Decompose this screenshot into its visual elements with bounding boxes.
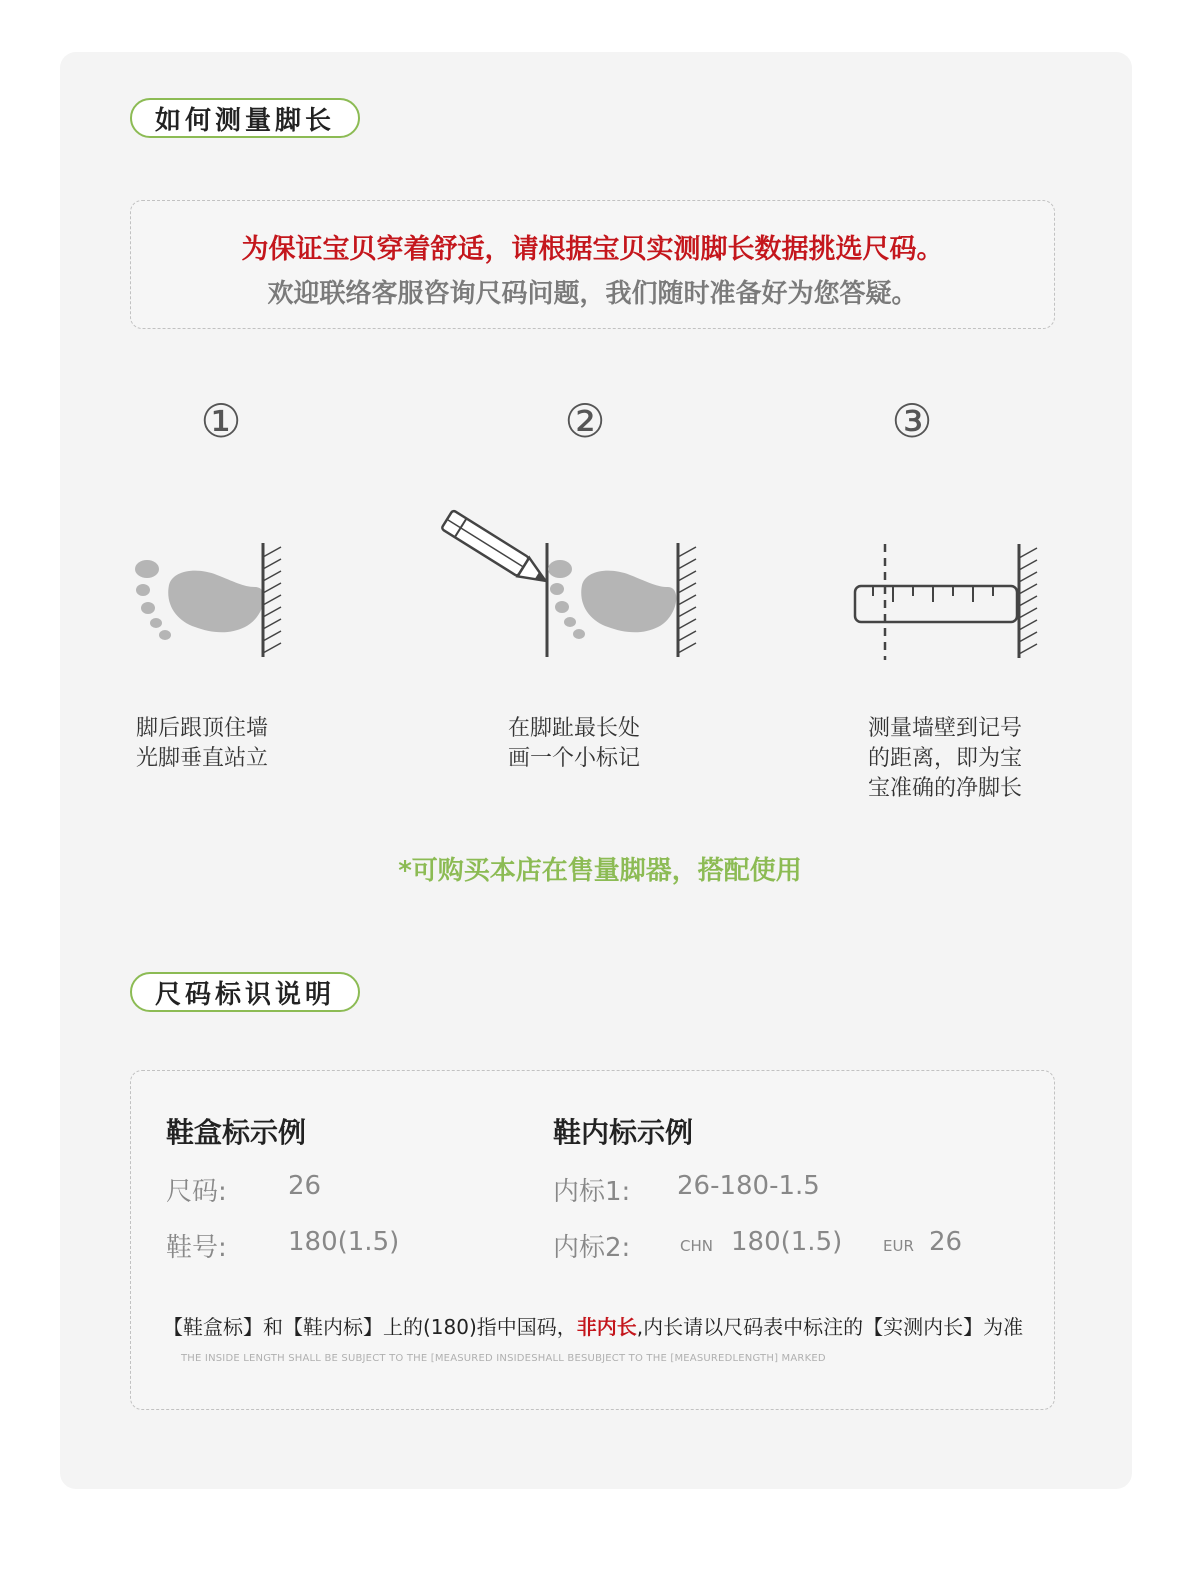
ruler-icon (845, 540, 1045, 665)
shoebox-shoe-no-value: 180(1.5) (288, 1227, 400, 1257)
step-1-line-1: 脚后跟顶住墙 (136, 716, 269, 741)
section-title-label: 如何测量脚长 (154, 105, 335, 136)
inner-label-title: 鞋内标示例 (553, 1116, 694, 1149)
eur-value: 26 (929, 1227, 963, 1257)
size-note (163, 1311, 1023, 1340)
notice-line-secondary: 欢迎联络客服咨询尺码问题，我们随时准备好为您答疑。 (267, 279, 918, 309)
section-title-label: 尺码标识说明 (154, 979, 335, 1010)
purchase-note: *可购买本店在售量脚器，搭配使用 (398, 856, 802, 886)
inner-label-1-value: 26-180-1.5 (677, 1171, 820, 1201)
step-3-line-3: 宝准确的净脚长 (868, 776, 1023, 801)
step-1-number: ① (200, 394, 242, 448)
eur-tag: EUR (883, 1237, 914, 1255)
step-3-number: ③ (891, 394, 933, 448)
step-1-line-2: 光脚垂直站立 (136, 746, 269, 771)
step-1-text (136, 714, 268, 774)
step-2-number: ② (564, 394, 606, 448)
step-3-line-1: 测量墙壁到记号 (868, 716, 1023, 741)
chn-value: 180(1.5) (731, 1227, 843, 1257)
notice-box (130, 200, 1055, 329)
step-2-text (508, 714, 640, 774)
pencil-mark-icon (430, 505, 705, 665)
chn-tag: CHN (680, 1237, 713, 1255)
size-note-part-2: ,内长请以尺码表中标注的【实测内长】为准 (636, 1315, 1024, 1339)
step-3-line-2: 的距离，即为宝 (868, 746, 1023, 771)
step-2-line-2: 画一个小标记 (508, 746, 641, 771)
inner-label-1-label: 内标1: (553, 1177, 631, 1207)
size-note-english: THE INSIDE LENGTH SHALL BE SUBJECT TO THE [MEASURED INSIDESHALL BESUBJECT TO THE [MEASUREDLENGTH] MARKED (181, 1353, 826, 1364)
notice-line-primary: 为保证宝贝穿着舒适，请根据宝贝实测脚长数据挑选尺码。 (241, 234, 944, 265)
inner-label-2-label: 内标2: (553, 1233, 631, 1263)
step-2-line-1: 在脚趾最长处 (508, 716, 641, 741)
shoebox-size-value: 26 (288, 1171, 322, 1201)
shoebox-shoe-no-label: 鞋号: (166, 1233, 227, 1263)
shoebox-size-label: 尺码: (166, 1177, 227, 1207)
section-title-size-labels (130, 972, 360, 1012)
shoebox-label-title: 鞋盒标示例 (166, 1116, 307, 1149)
foot-against-wall-icon (125, 535, 295, 665)
size-note-part-1: 【鞋盒标】和【鞋内标】上的(180)指中国码， (163, 1315, 577, 1339)
size-note-highlight: 非内长 (576, 1315, 637, 1339)
section-title-how-to-measure (130, 98, 360, 138)
step-3-text (868, 714, 1022, 804)
size-label-box (130, 1070, 1055, 1410)
